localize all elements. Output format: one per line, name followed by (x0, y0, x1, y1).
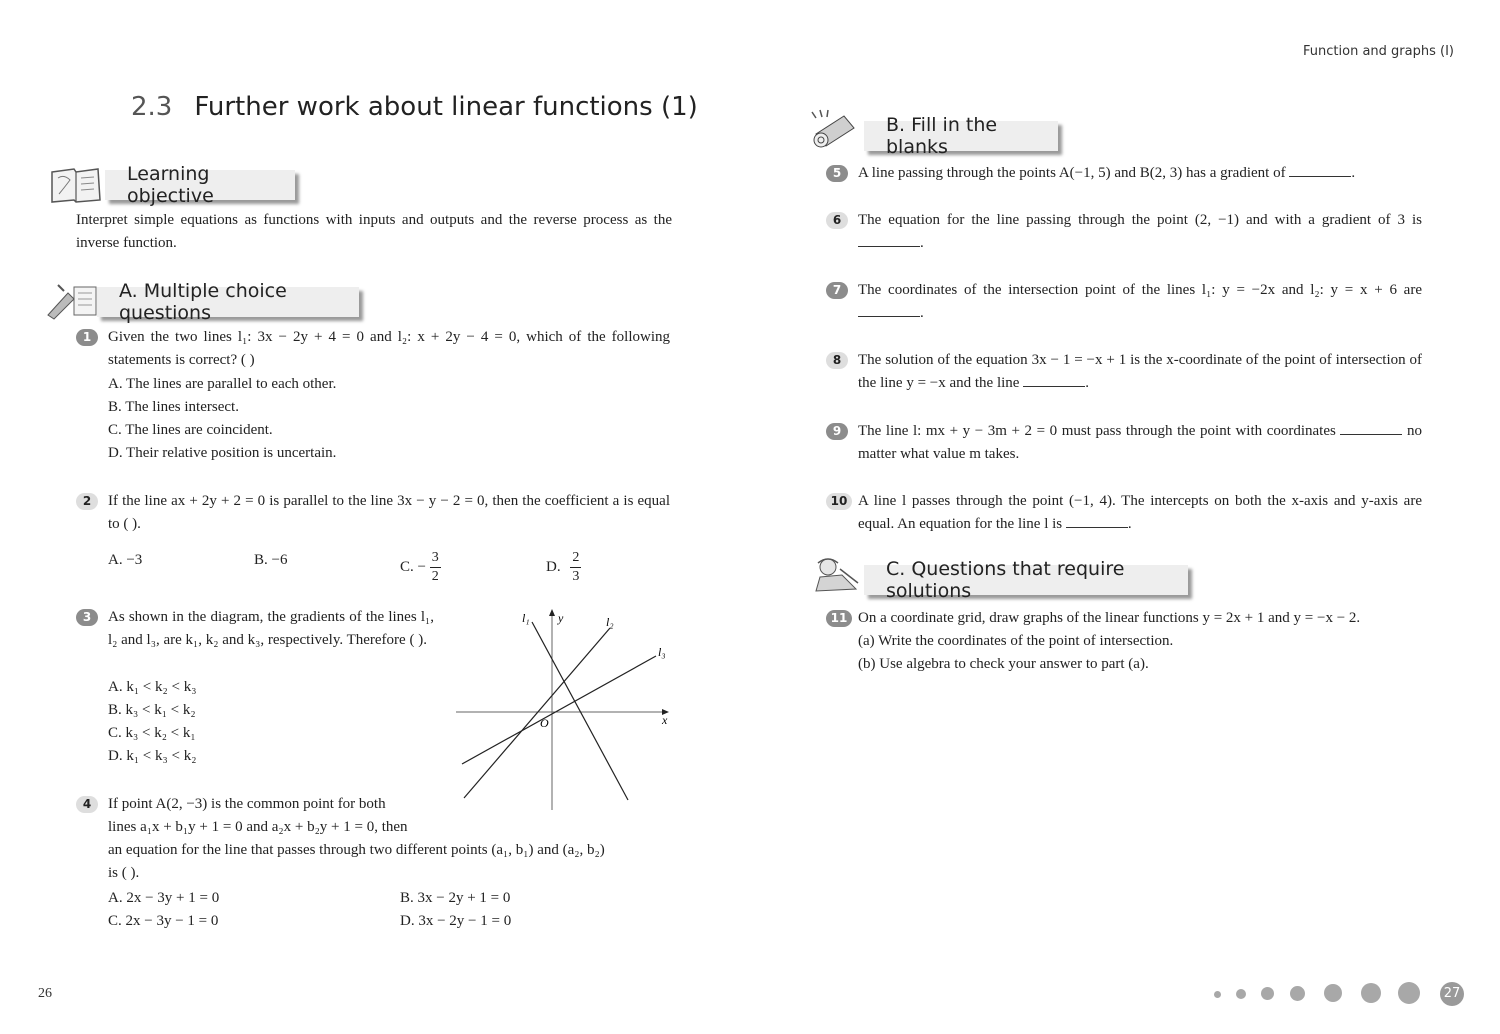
option-c: C. 2x − 3y − 1 = 0 (108, 913, 219, 929)
option-d: D. 3x − 2y − 1 = 0 (400, 913, 512, 929)
answer-blank (1066, 513, 1128, 528)
question-11-part-b: (b) Use algebra to check your answer to part (a). (858, 656, 1149, 672)
fraction-numerator: 3 (430, 549, 441, 568)
fraction-denominator: 3 (572, 569, 580, 584)
option-a: A. The lines are parallel to each other. (108, 376, 337, 392)
line-l2 (464, 628, 610, 798)
question-9 (826, 420, 1424, 468)
question-9-stem-end: no matter what value m takes. (858, 423, 1422, 462)
answer-blank (1289, 162, 1351, 177)
question-6-text (858, 209, 1422, 255)
chapter-number: 2.3 (131, 92, 173, 122)
question-2 (76, 490, 672, 585)
question-number-badge: 3 (76, 609, 98, 626)
label-l3: l₃ (658, 645, 666, 659)
learning-objective-text: Interpret simple equations as functions with inputs and outputs and the reverse process as the inverse function. (76, 212, 672, 251)
question-5-end: . (1351, 165, 1356, 181)
option-b: B. The lines intersect. (108, 399, 239, 415)
question-3 (76, 606, 446, 771)
answer-blank (1023, 372, 1085, 387)
option-b: B. 3x − 2y + 1 = 0 (400, 890, 511, 906)
question-6 (826, 209, 1424, 257)
question-11 (826, 607, 1424, 679)
question-9-stem: The line l: mx + y − 3m + 2 = 0 must pass through the point with coordinates (858, 423, 1336, 439)
chapter-title (131, 92, 698, 122)
question-number-badge: 9 (826, 423, 848, 440)
question-10-stem: A line l passes through the point (−1, 4). The intercepts on both the x-axis and y-axis are equal. An equation for the line l is (858, 493, 1422, 532)
fraction-denominator: 2 (431, 569, 439, 584)
question-number-badge: 6 (826, 212, 848, 229)
option-a: A. k₁ < k₂ < k₃ (108, 679, 197, 695)
question-6-end: . (920, 235, 924, 251)
footer-dot (1214, 991, 1221, 998)
option-c: C. k₃ < k₂ < k₁ (108, 725, 196, 741)
learning-objective-heading: Learning objective (105, 170, 295, 200)
question-4-stem-line3: an equation for the line that passes through two different points (a₁, b₁) and (a₂, b₂) (108, 842, 605, 858)
footer-dot (1261, 987, 1274, 1000)
chapter-title-text: Further work about linear functions (1) (194, 92, 698, 122)
book-icon (50, 166, 102, 204)
label-origin: O (540, 716, 549, 730)
question-4-stem-line1: If point A(2, −3) is the common point for both (108, 796, 386, 812)
option-d: D. k₁ < k₃ < k₂ (108, 748, 197, 764)
label-l1: l₁ (522, 611, 530, 625)
question-7-end: . (920, 305, 924, 321)
running-header: Function and graphs (I) (1303, 44, 1454, 59)
question-10-text (858, 490, 1422, 536)
question-3-stem: As shown in the diagram, the gradients of the lines l₁, l₂ and l₃, are k₁, k₂ and k₃, respectively. Therefore ( ). (108, 609, 434, 648)
option-d-label: D. (546, 558, 561, 575)
question-11-part-a: (a) Write the coordinates of the point of intersection. (858, 633, 1174, 649)
question-number-badge: 8 (826, 352, 848, 369)
footer-dot (1290, 986, 1305, 1001)
question-4-stem-line4: is ( ). (108, 865, 140, 881)
question-1-stem: Given the two lines l₁: 3x − 2y + 4 = 0 and l₂: x + 2y − 4 = 0, which of the following statements is correct? ( ) (108, 329, 670, 368)
page-number-right: 27 (1440, 982, 1464, 1006)
section-a-heading: A. Multiple choice questions (97, 287, 359, 317)
option-c (400, 549, 441, 586)
option-c: C. The lines are coincident. (108, 422, 273, 438)
question-7-text (858, 279, 1422, 325)
question-6-stem: The equation for the line passing through the point (2, −1) and with a gradient of 3 is (858, 212, 1422, 228)
fraction-numerator: 2 (570, 549, 581, 568)
footer-dot (1324, 984, 1342, 1002)
footer-dot (1398, 982, 1420, 1004)
question-7 (826, 279, 1424, 327)
answer-blank (858, 302, 920, 317)
question-4 (76, 793, 672, 938)
fraction-d (570, 549, 581, 586)
question-number-badge: 10 (826, 493, 852, 510)
question-5-text (858, 162, 1355, 185)
section-c-heading: C. Questions that require solutions (864, 565, 1188, 595)
option-d: D. Their relative position is uncertain. (108, 445, 337, 461)
option-d (546, 549, 581, 586)
scroll-icon (810, 108, 862, 150)
question-5-stem: A line passing through the points A(−1, 5) and B(2, 3) has a gradient of (858, 165, 1286, 181)
footer-dot (1361, 983, 1381, 1003)
option-a: A. −3 (108, 552, 143, 568)
question-8-text (858, 349, 1422, 395)
question-8-end: . (1085, 375, 1089, 391)
question-number-badge: 5 (826, 165, 848, 182)
option-b: B. k₃ < k₁ < k₂ (108, 702, 196, 718)
question-5 (826, 162, 1424, 186)
option-c-label: C. − (400, 558, 426, 575)
answer-blank (858, 232, 920, 247)
question-2-stem: If the line ax + 2y + 2 = 0 is parallel to the line 3x − y − 2 = 0, then the coefficient a is equal to ( ). (108, 493, 670, 532)
label-y: y (558, 611, 564, 625)
pencil-tools-icon (44, 281, 100, 321)
question-4-stem-line2: lines a₁x + b₁y + 1 = 0 and a₂x + b₂y + 1 = 0, then (108, 819, 408, 835)
footer-dot (1236, 989, 1246, 999)
option-a: A. 2x − 3y + 1 = 0 (108, 890, 220, 906)
question-number-badge: 2 (76, 493, 98, 510)
lines-diagram (452, 604, 674, 816)
section-b-heading: B. Fill in the blanks (864, 121, 1058, 151)
line-l1 (532, 622, 628, 800)
question-10-end: . (1127, 516, 1132, 532)
page-number-left: 26 (38, 986, 52, 1001)
question-1 (76, 326, 672, 466)
question-8-stem: The solution of the equation 3x − 1 = −x + 1 is the x-coordinate of the point of intersection of the line y = −x and the line (858, 352, 1422, 391)
question-11-stem: On a coordinate grid, draw graphs of the linear functions y = 2x + 1 and y = −x − 2. (858, 610, 1361, 626)
question-number-badge: 4 (76, 796, 98, 813)
question-10 (826, 490, 1424, 538)
fraction-c (430, 549, 441, 586)
question-7-stem: The coordinates of the intersection point of the lines l₁: y = −2x and l₂: y = x + 6 are (858, 282, 1422, 298)
answer-blank (1340, 420, 1402, 435)
question-9-text (858, 420, 1422, 466)
question-8 (826, 349, 1424, 397)
label-l2: l₂ (606, 615, 614, 629)
question-number-badge: 7 (826, 282, 848, 299)
option-b: B. −6 (254, 552, 288, 568)
thinking-figure-icon (812, 555, 864, 595)
label-x: x (662, 713, 668, 727)
question-number-badge: 11 (826, 610, 852, 627)
question-number-badge: 1 (76, 329, 98, 346)
